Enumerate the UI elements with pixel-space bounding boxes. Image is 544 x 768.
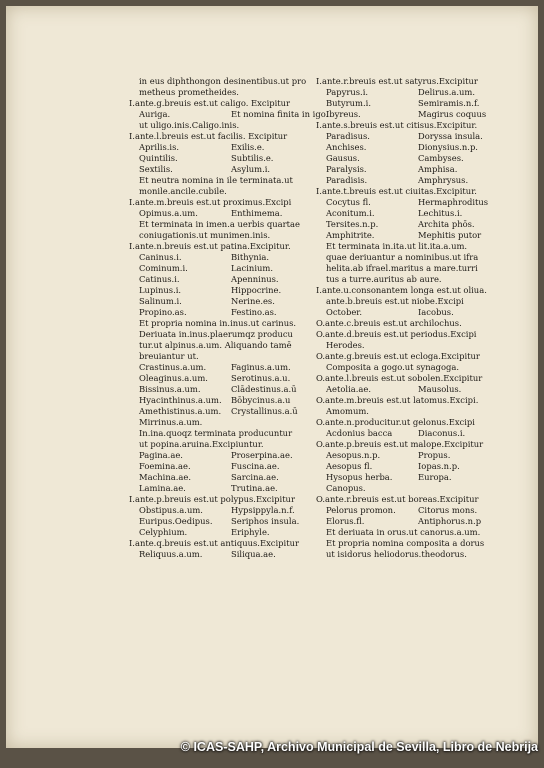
- line-text: Lupinus.i.: [139, 285, 182, 295]
- line-text-second: Bōbycinus.a.u: [231, 395, 291, 405]
- line-text: O.ante.d.breuis est.ut periodus.Excipi: [316, 329, 477, 339]
- text-line: [129, 351, 329, 362]
- line-text-second: Exilis.e.: [231, 142, 265, 152]
- text-line: [129, 340, 329, 351]
- text-line: [129, 450, 329, 461]
- line-text-second: Amphrysus.: [418, 175, 469, 185]
- line-text: O.ante.c.breuis est.ut archilochus.: [316, 318, 462, 328]
- line-text: monile.ancile.cubile.: [139, 186, 227, 196]
- text-line: [129, 153, 329, 164]
- text-line: [129, 461, 329, 472]
- line-text: O.ante.n.producitur.ut gelonus.Excipi: [316, 417, 475, 427]
- line-text: Caninus.i.: [139, 252, 182, 262]
- line-text-second: Apenninus.: [231, 274, 279, 284]
- text-line: [316, 483, 516, 494]
- text-line: [129, 516, 329, 527]
- line-text: Cominum.i.: [139, 263, 188, 273]
- line-text-second: Eriphyle.: [231, 527, 270, 537]
- line-text: Bissinus.a.um.: [139, 384, 201, 394]
- line-text-second: Proserpina.ae.: [231, 450, 293, 460]
- right-text-column: [316, 76, 516, 560]
- line-text: Quintilis.: [139, 153, 178, 163]
- line-text-second: Subtilis.e.: [231, 153, 274, 163]
- line-text-second: Hermaphroditus: [418, 197, 489, 207]
- line-text-second: Asylum.i.: [231, 164, 271, 174]
- line-text: quae deriuantur a nominibus.ut ifra: [326, 252, 479, 262]
- line-text-second: Antiphorus.n.p: [418, 516, 482, 526]
- text-line: [129, 384, 329, 395]
- text-line: [316, 373, 516, 384]
- text-line: [316, 318, 516, 329]
- text-line: [316, 175, 516, 186]
- text-line: [129, 439, 329, 450]
- line-text: Reliquus.a.um.: [139, 549, 203, 559]
- line-text: O.ante.m.breuis est.ut latomus.Excipi.: [316, 395, 479, 405]
- line-text: Machina.ae.: [139, 472, 191, 482]
- line-text: Euripus.Oedipus.: [139, 516, 213, 526]
- line-text: I.ante.r.breuis est.ut satyrus.Excipitur: [316, 76, 478, 86]
- line-text: Salinum.i.: [139, 296, 182, 306]
- text-line: [316, 428, 516, 439]
- text-line: [316, 329, 516, 340]
- text-line: [316, 450, 516, 461]
- text-line: [316, 230, 516, 241]
- text-line: [129, 274, 329, 285]
- text-line: [129, 472, 329, 483]
- line-text: Et deriuata in orus.ut canorus.a.um.: [326, 527, 481, 537]
- book-page: [6, 6, 538, 748]
- text-line: [316, 340, 516, 351]
- line-text: I.ante.m.breuis est.ut proximus.Excipi: [129, 197, 292, 207]
- line-text-second: Amphisa.: [418, 164, 458, 174]
- line-text: Catinus.i.: [139, 274, 180, 284]
- text-line: [129, 164, 329, 175]
- line-text: helita.ab ifrael.maritus a mare.turri: [326, 263, 478, 273]
- line-text: breuiantur ut.: [139, 351, 199, 361]
- line-text-second: Doryssa insula.: [418, 131, 483, 141]
- text-line: [316, 406, 516, 417]
- text-line: [129, 87, 329, 98]
- text-line: [316, 395, 516, 406]
- line-text: Amomum.: [326, 406, 369, 416]
- line-text: Sextilis.: [139, 164, 173, 174]
- line-text: Elorus.fl.: [326, 516, 365, 526]
- line-text: I.ante.q.breuis est.ut antiquus.Excipitur: [129, 538, 299, 548]
- text-line: [129, 505, 329, 516]
- line-text-second: Mausolus.: [418, 384, 462, 394]
- line-text: Opimus.a.um.: [139, 208, 198, 218]
- line-text-second: Cambyses.: [418, 153, 464, 163]
- text-line: [316, 131, 516, 142]
- line-text-second: Iacobus.: [418, 307, 454, 317]
- line-text: I.ante.s.breuis est.ut citisus.Excipitur.: [316, 120, 478, 130]
- line-text: Amphitrite.: [326, 230, 375, 240]
- line-text: Aesopus fl.: [326, 461, 373, 471]
- line-text-second: Seriphos insula.: [231, 516, 300, 526]
- line-text: Obstipus.a.um.: [139, 505, 203, 515]
- text-line: [316, 252, 516, 263]
- line-text-second: Lechitus.i.: [418, 208, 463, 218]
- line-text: Crastinus.a.um.: [139, 362, 207, 372]
- line-text-second: Faginus.a.um.: [231, 362, 291, 372]
- text-line: [316, 461, 516, 472]
- line-text: tus a turre.auritus ab aure.: [326, 274, 442, 284]
- line-text: Foemina.ae.: [139, 461, 191, 471]
- line-text: Paradisus.: [326, 131, 370, 141]
- line-text: O.ante.l.breuis est.ut sobolen.Excipitur: [316, 373, 483, 383]
- text-line: [316, 120, 516, 131]
- line-text: Acdonius bacca: [326, 428, 393, 438]
- line-text: Papyrus.i.: [326, 87, 369, 97]
- text-line: [129, 296, 329, 307]
- line-text-second: Propus.: [418, 450, 451, 460]
- line-text: Aesopus.n.p.: [326, 450, 381, 460]
- line-text: Et terminata in imen.a uerbis quartae: [139, 219, 300, 229]
- line-text: Aprilis.is.: [139, 142, 180, 152]
- line-text: I.ante.t.breuis est.ut ciuitas.Excipitur.: [316, 186, 477, 196]
- line-text-second: Nerine.es.: [231, 296, 275, 306]
- text-line: [316, 87, 516, 98]
- line-text: Anchises.: [326, 142, 367, 152]
- line-text-second: Dionysius.n.p.: [418, 142, 478, 152]
- text-line: [316, 208, 516, 219]
- text-line: [129, 197, 329, 208]
- text-line: [129, 131, 329, 142]
- text-line: [316, 505, 516, 516]
- text-line: [316, 362, 516, 373]
- line-text: O.ante.r.breuis est.ut boreas.Excipitur: [316, 494, 479, 504]
- line-text: I.ante.n.breuis est.ut patina.Excipitur.: [129, 241, 291, 251]
- text-line: [316, 142, 516, 153]
- line-text: Hyacinthinus.a.um.: [139, 395, 222, 405]
- text-line: [316, 274, 516, 285]
- line-text: ante.b.breuis est.ut niobe.Excipi: [326, 296, 464, 306]
- line-text: Aetolia.ae.: [326, 384, 372, 394]
- line-text: ut isidorus heliodorus.theodorus.: [326, 549, 467, 559]
- text-line: [129, 362, 329, 373]
- line-text: Deriuata in.inus.plaerumqz producu: [139, 329, 293, 339]
- text-line: [316, 549, 516, 560]
- text-line: [316, 351, 516, 362]
- text-line: [316, 307, 516, 318]
- line-text: Propino.as.: [139, 307, 187, 317]
- text-line: [316, 109, 516, 120]
- line-text: Gausus.: [326, 153, 360, 163]
- text-line: [316, 472, 516, 483]
- text-line: [129, 142, 329, 153]
- line-text: Pelorus promon.: [326, 505, 396, 515]
- text-line: [129, 395, 329, 406]
- text-line: [316, 417, 516, 428]
- text-line: [129, 219, 329, 230]
- line-text: I.ante.l.breuis est.ut facilis. Excipitur: [129, 131, 288, 141]
- line-text: ut uligo.inis.Caligo.inis.: [139, 120, 240, 130]
- line-text: Celyphium.: [139, 527, 188, 537]
- text-line: [129, 98, 329, 109]
- line-text: Tersites.n.p.: [326, 219, 379, 229]
- line-text: ut popina.aruina.Excipiuntur.: [139, 439, 264, 449]
- text-line: [129, 230, 329, 241]
- line-text: Auriga.: [139, 109, 171, 119]
- line-text-second: Diaconus.i.: [418, 428, 466, 438]
- line-text-second: Bithynia.: [231, 252, 270, 262]
- line-text-second: Magirus coquus: [418, 109, 487, 119]
- line-text: Oleaginus.a.um.: [139, 373, 208, 383]
- text-line: [129, 120, 329, 131]
- line-text: Lamina.ae.: [139, 483, 186, 493]
- text-line: [129, 329, 329, 340]
- text-line: [129, 252, 329, 263]
- line-text-second: Trutina.ae.: [231, 483, 278, 493]
- line-text-second: Lacinium.: [231, 263, 273, 273]
- text-line: [129, 538, 329, 549]
- line-text: Herodes.: [326, 340, 365, 350]
- text-line: [316, 384, 516, 395]
- line-text: I.ante.u.consonantem longa est.ut oliua.: [316, 285, 487, 295]
- text-line: [129, 76, 329, 87]
- text-line: [316, 98, 516, 109]
- text-line: [129, 417, 329, 428]
- line-text-second: Archita phōs.: [418, 219, 475, 229]
- line-text: Ibyreus.: [326, 109, 361, 119]
- line-text: O.ante.g.breuis est.ut ecloga.Excipitur: [316, 351, 480, 361]
- line-text: Paradisis.: [326, 175, 368, 185]
- line-text: Butyrum.i.: [326, 98, 371, 108]
- line-text-second: Europa.: [418, 472, 452, 482]
- text-line: [129, 494, 329, 505]
- text-line: [316, 285, 516, 296]
- text-line: [316, 76, 516, 87]
- text-line: [316, 263, 516, 274]
- line-text: October.: [326, 307, 363, 317]
- line-text-second: Semiramis.n.f.: [418, 98, 480, 108]
- line-text-second: Mephitis putor: [418, 230, 482, 240]
- text-line: [129, 527, 329, 538]
- text-line: [129, 307, 329, 318]
- text-line: [316, 219, 516, 230]
- text-line: [129, 208, 329, 219]
- text-line: [316, 494, 516, 505]
- line-text-second: Serotinus.a.u.: [231, 373, 291, 383]
- line-text: in eus diphthongon desinentibus.ut pro: [139, 76, 307, 86]
- line-text: Paralysis.: [326, 164, 367, 174]
- left-text-column: [129, 76, 329, 560]
- line-text-second: Fuscina.ae.: [231, 461, 280, 471]
- text-line: [316, 538, 516, 549]
- line-text-second: Delirus.a.um.: [418, 87, 476, 97]
- line-text-second: Citorus mons.: [418, 505, 478, 515]
- text-line: [129, 318, 329, 329]
- line-text: Et propria nomina composita a dorus: [326, 538, 485, 548]
- line-text: Hysopus herba.: [326, 472, 393, 482]
- text-line: [129, 241, 329, 252]
- line-text-second: Siliqua.ae.: [231, 549, 276, 559]
- line-text: Cocytus fl.: [326, 197, 371, 207]
- line-text-second: Clādestinus.a.ū: [231, 384, 297, 394]
- text-line: [316, 164, 516, 175]
- text-line: [129, 373, 329, 384]
- text-line: [316, 153, 516, 164]
- line-text: Canopus.: [326, 483, 366, 493]
- line-text-second: Enthimema.: [231, 208, 283, 218]
- line-text: Et terminata in.ita.ut lit.ita.a.um.: [326, 241, 468, 251]
- text-line: [316, 516, 516, 527]
- line-text: Aconitum.i.: [326, 208, 375, 218]
- line-text-second: Crystallinus.a.ū: [231, 406, 298, 416]
- line-text: coniugationis.ut munimen.inis.: [139, 230, 271, 240]
- line-text: I.ante.g.breuis est.ut caligo. Excipitur: [129, 98, 291, 108]
- line-text: Et propria nomina in.inus.ut carinus.: [139, 318, 297, 328]
- text-line: [316, 197, 516, 208]
- text-line: [129, 109, 329, 120]
- text-line: [316, 439, 516, 450]
- text-line: [129, 483, 329, 494]
- text-line: [129, 406, 329, 417]
- text-line: [316, 527, 516, 538]
- line-text: Composita a gogo.ut synagoga.: [326, 362, 460, 372]
- line-text-second: Festino.as.: [231, 307, 277, 317]
- line-text: metheus prometheides.: [139, 87, 239, 97]
- line-text-second: Et nomina finita in igo.: [231, 109, 329, 119]
- line-text: O.ante.p.breuis est.ut malope.Excipitur: [316, 439, 484, 449]
- text-line: [316, 186, 516, 197]
- text-line: [129, 285, 329, 296]
- text-line: [316, 296, 516, 307]
- line-text-second: Hypsippyla.n.f.: [231, 505, 295, 515]
- line-text: Pagina.ae.: [139, 450, 183, 460]
- line-text: I.ante.p.breuis est.ut polypus.Excipitur: [129, 494, 295, 504]
- text-line: [129, 428, 329, 439]
- line-text-second: Sarcina.ae.: [231, 472, 279, 482]
- copyright-watermark: © ICAS-SAHP, Archivo Municipal de Sevilla, Libro de Nebrija: [180, 740, 538, 754]
- line-text: Mirrinus.a.um.: [139, 417, 203, 427]
- line-text-second: Iopas.n.p.: [418, 461, 460, 471]
- text-line: [129, 186, 329, 197]
- text-line: [129, 175, 329, 186]
- line-text: tur.ut alpinus.a.um. Aliquando tamē: [139, 340, 292, 350]
- text-line: [316, 241, 516, 252]
- text-line: [129, 263, 329, 274]
- line-text: Et neutra nomina in ile terminata.ut: [139, 175, 293, 185]
- text-line: [129, 549, 329, 560]
- line-text-second: Hippocrine.: [231, 285, 282, 295]
- line-text: In.ina.quoqz terminata producuntur: [139, 428, 293, 438]
- line-text: Amethistinus.a.um.: [139, 406, 222, 416]
